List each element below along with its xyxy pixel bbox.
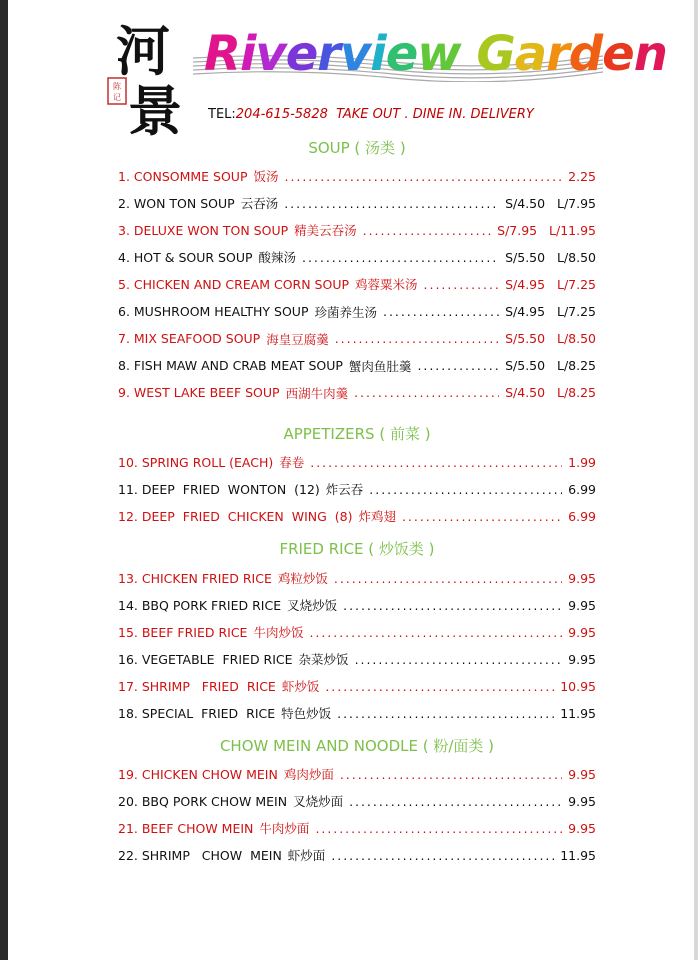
dot-leader bbox=[363, 223, 491, 238]
svg-text:记: 记 bbox=[113, 93, 121, 102]
menu-item bbox=[118, 453, 596, 471]
dot-leader bbox=[285, 169, 563, 184]
dot-leader bbox=[354, 385, 499, 400]
dot-leader bbox=[349, 794, 562, 809]
item-chinese-name: 鸡粒炒饭 bbox=[277, 571, 328, 586]
menu-item bbox=[118, 248, 596, 266]
section-title-soup: SOUP ( 汤类 ) bbox=[308, 139, 406, 157]
item-price: 9.95 bbox=[568, 793, 596, 809]
dot-leader bbox=[369, 482, 562, 497]
item-price: S/4.95 L/7.25 bbox=[505, 304, 596, 319]
calligraphy-logo bbox=[106, 12, 196, 142]
item-name: 20. BBQ PORK CHOW MEIN bbox=[118, 793, 288, 809]
item-name: 4. HOT & SOUR SOUP bbox=[118, 249, 253, 265]
dot-leader bbox=[337, 706, 554, 721]
item-price: 11.95 bbox=[560, 705, 596, 721]
item-chinese-name: 春卷 bbox=[279, 455, 305, 470]
section-title-appetizers: APPETIZERS ( 前菜 ) bbox=[283, 425, 431, 443]
menu-item bbox=[118, 303, 596, 321]
item-name: 10. SPRING ROLL (EACH) bbox=[118, 454, 274, 470]
dot-leader bbox=[424, 277, 500, 292]
item-name: 22. SHRIMP CHOW MEIN bbox=[118, 847, 282, 863]
item-price: 9.95 bbox=[568, 624, 596, 640]
menu-item bbox=[118, 819, 596, 837]
item-price: 6.99 bbox=[568, 481, 596, 497]
item-price: 9.95 bbox=[568, 570, 596, 586]
svg-text:陈: 陈 bbox=[113, 82, 121, 91]
dot-leader bbox=[343, 598, 562, 613]
menu-item bbox=[118, 357, 596, 375]
item-chinese-name: 虾炒饭 bbox=[281, 679, 320, 694]
menu-item bbox=[118, 792, 596, 810]
dot-leader bbox=[310, 455, 562, 470]
item-price: S/4.95 L/7.25 bbox=[505, 276, 596, 292]
item-name: 13. CHICKEN FRIED RICE bbox=[118, 570, 272, 586]
section-title-chow-mein: CHOW MEIN AND NOODLE ( 粉/面类 ) bbox=[219, 737, 495, 755]
dot-leader bbox=[417, 358, 499, 373]
menu-item bbox=[118, 275, 596, 293]
item-price: 10.95 bbox=[560, 678, 596, 694]
tel-number[interactable]: 204-615-5828 bbox=[235, 107, 328, 122]
menu-page bbox=[8, 0, 698, 960]
item-name: 3. DELUXE WON TON SOUP bbox=[118, 222, 289, 238]
menu-item bbox=[118, 650, 596, 668]
services-text: TAKE OUT . DINE IN. DELIVERY bbox=[336, 107, 534, 122]
dot-leader bbox=[315, 821, 562, 836]
dot-leader bbox=[309, 625, 562, 640]
menu-item bbox=[118, 507, 596, 525]
item-name: 21. BEEF CHOW MEIN bbox=[118, 820, 254, 836]
dot-leader bbox=[335, 331, 499, 346]
item-price: 1.99 bbox=[568, 454, 596, 470]
dot-leader bbox=[331, 848, 554, 863]
menu-item bbox=[118, 569, 596, 587]
item-chinese-name: 云吞汤 bbox=[240, 196, 279, 212]
item-name: 19. CHICKEN CHOW MEIN bbox=[118, 766, 278, 782]
menu-item bbox=[118, 596, 596, 614]
dot-leader bbox=[340, 767, 562, 782]
menu-item bbox=[118, 384, 596, 402]
item-chinese-name: 西湖牛肉羹 bbox=[285, 385, 349, 401]
item-chinese-name: 蟹肉鱼肚羹 bbox=[348, 358, 412, 374]
svg-text:景: 景 bbox=[128, 79, 182, 142]
item-name: 15. BEEF FRIED RICE bbox=[118, 624, 248, 640]
item-chinese-name: 牛肉炒饭 bbox=[253, 625, 304, 640]
dot-leader bbox=[355, 652, 563, 667]
item-price: S/5.50 L/8.50 bbox=[505, 331, 596, 347]
menu-item bbox=[118, 330, 596, 348]
item-chinese-name: 炸云吞 bbox=[325, 482, 364, 497]
item-chinese-name: 酸辣汤 bbox=[258, 250, 297, 266]
menu-item bbox=[118, 167, 596, 185]
item-name: 16. VEGETABLE FRIED RICE bbox=[118, 651, 293, 667]
item-name: 9. WEST LAKE BEEF SOUP bbox=[118, 385, 280, 401]
tel-line bbox=[208, 107, 534, 122]
item-price: 6.99 bbox=[568, 508, 596, 524]
item-chinese-name: 鸡肉炒面 bbox=[283, 767, 334, 782]
dot-leader bbox=[302, 250, 499, 265]
item-chinese-name: 叉烧炒面 bbox=[293, 794, 344, 809]
tel-label: TEL: bbox=[208, 107, 236, 122]
item-price: 9.95 bbox=[568, 651, 596, 667]
item-chinese-name: 叉烧炒饭 bbox=[287, 598, 338, 613]
menu-item bbox=[118, 221, 596, 239]
item-name: 14. BBQ PORK FRIED RICE bbox=[118, 597, 282, 613]
item-chinese-name: 饭汤 bbox=[253, 169, 279, 184]
dot-leader bbox=[284, 196, 499, 211]
item-chinese-name: 牛肉炒面 bbox=[259, 821, 310, 836]
item-name: 6. MUSHROOM HEALTHY SOUP bbox=[118, 304, 309, 319]
section-title-fried-rice: FRIED RICE ( 炒饭类 ) bbox=[279, 540, 435, 558]
item-chinese-name: 特色炒饭 bbox=[281, 706, 332, 721]
item-name: 17. SHRIMP FRIED RICE bbox=[118, 678, 276, 694]
item-price: 9.95 bbox=[568, 766, 596, 782]
item-name: 12. DEEP FRIED CHICKEN WING (8) bbox=[118, 508, 353, 524]
item-chinese-name: 精美云吞汤 bbox=[294, 223, 357, 239]
menu-item bbox=[118, 480, 596, 498]
dot-leader bbox=[402, 509, 562, 524]
dot-leader bbox=[334, 571, 562, 586]
item-chinese-name: 炸鸡翅 bbox=[358, 509, 396, 524]
dot-leader bbox=[325, 679, 554, 694]
brand-title: Riverview Garden bbox=[204, 26, 667, 82]
item-name: 7. MIX SEAFOOD SOUP bbox=[118, 331, 261, 347]
item-chinese-name: 鸡蓉粟米汤 bbox=[355, 277, 418, 293]
item-chinese-name: 海皇豆腐羹 bbox=[266, 331, 329, 347]
menu-item bbox=[118, 194, 596, 212]
item-price: 9.95 bbox=[568, 820, 596, 836]
menu-item bbox=[118, 846, 596, 864]
item-name: 5. CHICKEN AND CREAM CORN SOUP bbox=[118, 276, 350, 292]
svg-text:河: 河 bbox=[116, 19, 170, 83]
menu-item bbox=[118, 765, 596, 783]
item-chinese-name: 虾炒面 bbox=[287, 848, 326, 863]
item-price: S/7.95 L/11.95 bbox=[497, 222, 596, 238]
item-name: 1. CONSOMME SOUP bbox=[118, 168, 248, 184]
item-price: S/4.50 L/8.25 bbox=[505, 385, 596, 401]
item-chinese-name: 杂菜炒饭 bbox=[298, 652, 349, 667]
item-price: 11.95 bbox=[560, 847, 596, 863]
menu-item bbox=[118, 677, 596, 695]
item-price: S/5.50 L/8.25 bbox=[505, 358, 596, 374]
item-name: 11. DEEP FRIED WONTON (12) bbox=[118, 481, 320, 497]
item-name: 8. FISH MAW AND CRAB MEAT SOUP bbox=[118, 358, 343, 374]
menu-item bbox=[118, 623, 596, 641]
item-chinese-name: 珍菌养生汤 bbox=[314, 304, 378, 320]
menu-item bbox=[118, 704, 596, 722]
item-name: 2. WON TON SOUP bbox=[118, 195, 235, 211]
item-price: 2.25 bbox=[568, 168, 596, 184]
item-price: 9.95 bbox=[568, 597, 596, 613]
dot-leader bbox=[383, 304, 499, 319]
item-price: S/4.50 L/7.95 bbox=[505, 195, 596, 211]
item-name: 18. SPECIAL FRIED RICE bbox=[118, 705, 276, 721]
item-price: S/5.50 L/8.50 bbox=[505, 249, 596, 265]
